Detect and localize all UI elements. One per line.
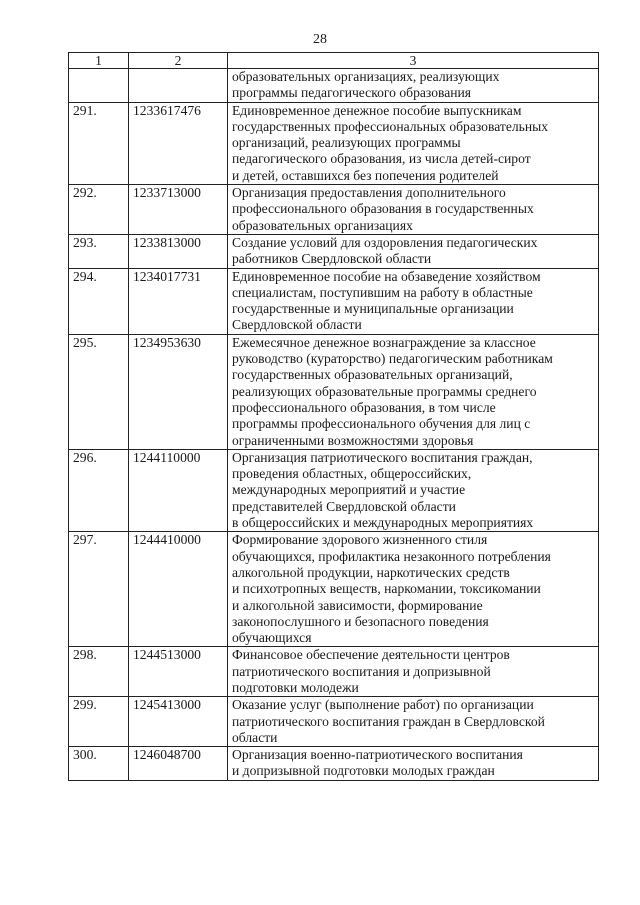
description-line: Финансовое обеспечение деятельности центров [232, 647, 510, 663]
description-line: патриотического воспитания граждан в Свердловской [232, 713, 545, 729]
row-description [228, 102, 599, 184]
row-description [228, 234, 599, 268]
row-code: 1233813000 [129, 234, 228, 268]
description-line: и детей, оставшихся без попечения родителей [232, 167, 499, 183]
row-code: 1234953630 [129, 334, 228, 449]
row-number: 297. [69, 532, 129, 647]
row-code: 1245413000 [129, 697, 228, 747]
description-line: международных мероприятий и участие [232, 482, 466, 498]
table-row [69, 449, 599, 531]
description-line: в общероссийских и международных мероприятиях [232, 515, 534, 531]
description-line: и алкогольной зависимости, формирование [232, 597, 483, 613]
row-number: 300. [69, 747, 129, 781]
description-line: педагогического образования, из числа детей-сирот [232, 151, 531, 167]
description-line: Организация предоставления дополнительного [232, 185, 506, 201]
description-line: Ежемесячное денежное вознаграждение за классное [232, 334, 536, 350]
table-row [69, 532, 599, 647]
row-number: 296. [69, 449, 129, 531]
row-code: 1244513000 [129, 647, 228, 697]
description-line: подготовки молодежи [232, 679, 359, 695]
table-header-row [69, 53, 599, 69]
description-line: Создание условий для оздоровления педагогических [232, 234, 538, 250]
description-line: обучающихся, профилактика незаконного потребления [232, 548, 551, 564]
row-description [228, 69, 599, 103]
row-number: 294. [69, 268, 129, 334]
column-header-3: 3 [228, 53, 599, 69]
row-description [228, 268, 599, 334]
row-number [69, 69, 129, 103]
row-number: 298. [69, 647, 129, 697]
row-code: 1233713000 [129, 185, 228, 235]
table-row [69, 268, 599, 334]
row-number: 292. [69, 185, 129, 235]
description-line: Организация патриотического воспитания граждан, [232, 449, 533, 465]
description-line: реализующих образовательные программы среднего [232, 383, 537, 399]
description-line: патриотического воспитания и допризывной [232, 663, 491, 679]
table-row [69, 69, 599, 103]
row-description [228, 334, 599, 449]
description-line: специалистам, поступившим на работу в областные [232, 284, 533, 300]
column-header-1: 1 [69, 53, 129, 69]
description-line: алкогольной продукции, наркотических средств [232, 564, 510, 580]
description-line: государственных профессиональных образовательных [232, 118, 549, 134]
row-description [228, 647, 599, 697]
row-number: 299. [69, 697, 129, 747]
description-line: проведения областных, общероссийских, [232, 466, 472, 482]
description-line: программы педагогического образования [232, 85, 472, 101]
description-line: Единовременное пособие на обзаведение хозяйством [232, 268, 541, 284]
description-line: и психотропных веществ, наркомании, токсикомании [232, 581, 541, 597]
description-line: профессионального образования в государственных [232, 201, 534, 217]
table-row [69, 234, 599, 268]
page-number: 28 [313, 32, 327, 47]
row-code: 1234017731 [129, 268, 228, 334]
row-code: 1244110000 [129, 449, 228, 531]
description-line: и допризывной подготовки молодых граждан [232, 763, 495, 779]
row-number: 293. [69, 234, 129, 268]
row-description [228, 747, 599, 781]
description-line: государственных образовательных организаций, [232, 367, 513, 383]
description-line: Свердловской области [232, 317, 362, 333]
row-description [228, 697, 599, 747]
description-line: Организация военно-патриотического воспитания [232, 747, 523, 763]
data-table [68, 52, 599, 781]
description-line: образовательных организациях, реализующих [232, 69, 500, 84]
row-description [228, 532, 599, 647]
table-row [69, 647, 599, 697]
description-line: области [232, 729, 278, 745]
description-line: профессионального образования, в том числе [232, 399, 496, 415]
row-code: 1244410000 [129, 532, 228, 647]
table-row [69, 102, 599, 184]
description-line: Единовременное денежное пособие выпускникам [232, 102, 522, 118]
description-line: Оказание услуг (выполнение работ) по организации [232, 697, 534, 713]
column-header-2: 2 [129, 53, 228, 69]
description-line: государственные и муниципальные организации [232, 301, 514, 317]
description-line: Формирование здорового жизненного стиля [232, 532, 488, 548]
description-line: работников Свердловской области [232, 251, 432, 267]
row-code: 1233617476 [129, 102, 228, 184]
table-row [69, 334, 599, 449]
description-line: обучающихся [232, 630, 312, 646]
description-line: образовательных организациях [232, 217, 413, 233]
table-row [69, 747, 599, 781]
description-line: законопослушного и безопасного поведения [232, 613, 489, 629]
description-line: представителей Свердловской области [232, 498, 456, 514]
table-row [69, 185, 599, 235]
description-line: руководство (кураторство) педагогическим работникам [232, 351, 553, 367]
row-number: 291. [69, 102, 129, 184]
description-line: организаций, реализующих программы [232, 135, 461, 151]
table-body [69, 69, 599, 781]
table-row [69, 697, 599, 747]
row-code: 1246048700 [129, 747, 228, 781]
description-line: ограниченными возможностями здоровья [232, 432, 474, 448]
description-line: программы профессионального обучения для лиц с [232, 416, 531, 432]
row-description [228, 449, 599, 531]
row-code [129, 69, 228, 103]
row-number: 295. [69, 334, 129, 449]
row-description [228, 185, 599, 235]
